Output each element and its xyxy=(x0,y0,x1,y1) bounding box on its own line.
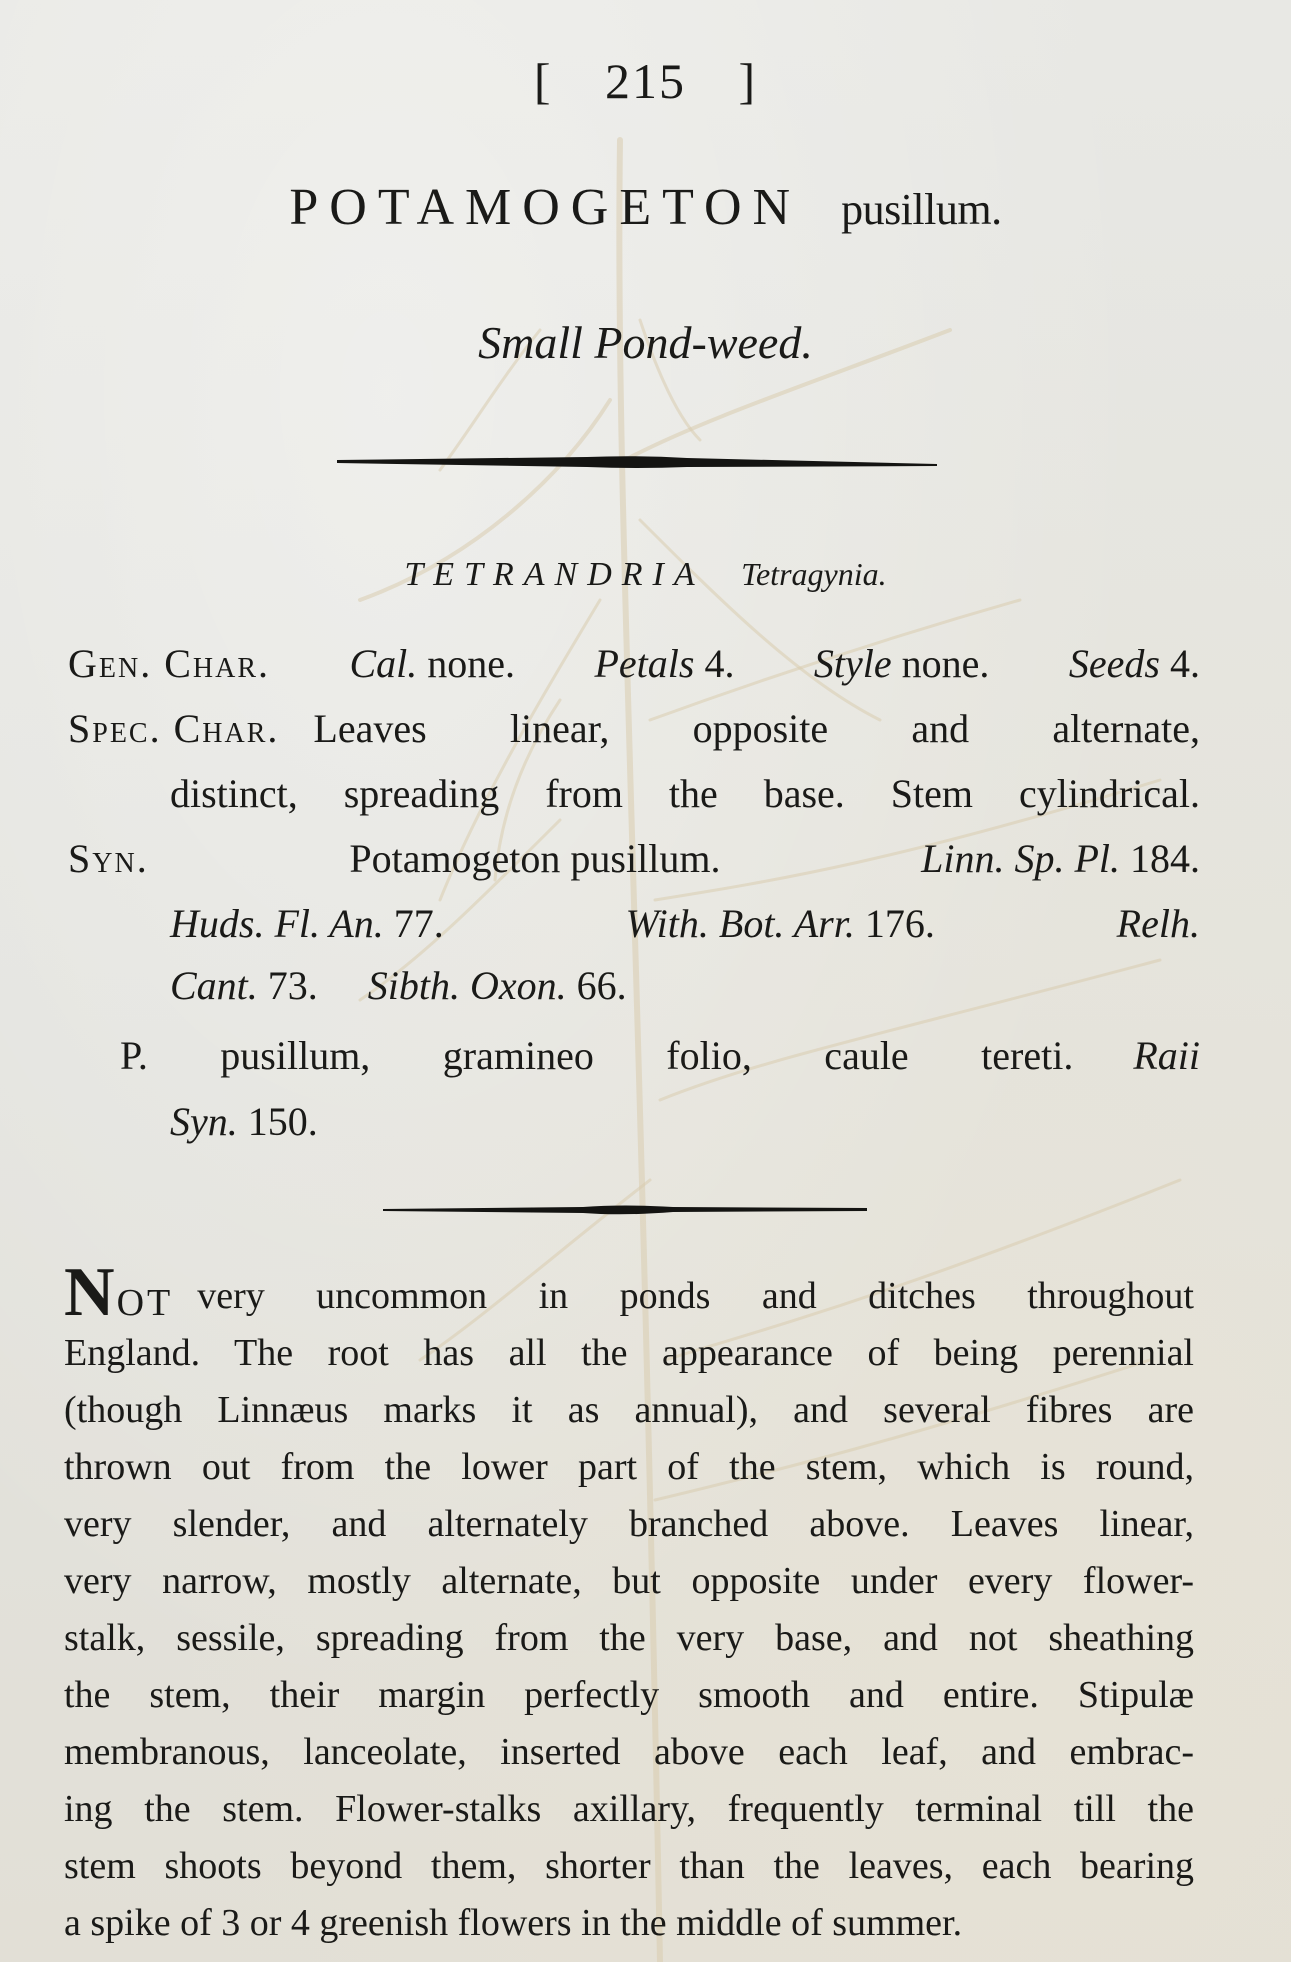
syn-ref-linnaeus-page: 184. xyxy=(1130,836,1200,881)
syn-ref-withering: With. Bot. Arr. xyxy=(625,901,855,946)
syn-ref-relhan: Relh. xyxy=(1116,901,1200,946)
description-line-9: membranous, lanceolate, inserted above each leaf, and embrac- xyxy=(64,1731,1194,1773)
gen-char-petals-label: Petals xyxy=(594,641,695,686)
species-heading xyxy=(0,178,1291,237)
gen-char-seeds-value: 4. xyxy=(1169,641,1200,686)
ornamental-rule-middle xyxy=(383,1203,867,1215)
spec-char-line-2: distinct, spreading from the base. Stem cylindrical. xyxy=(170,771,1200,816)
description-line-2: England. The root has all the appearance of being perennial xyxy=(64,1332,1194,1374)
page-number-value: 215 xyxy=(605,53,686,109)
synonyms-line-2 xyxy=(170,900,1200,947)
order-name: Tetragynia. xyxy=(741,556,887,592)
syn-ref-hudson-page: 77. xyxy=(393,901,444,946)
synonyms-line-4 xyxy=(120,1032,1200,1079)
common-name: Small Pond-weed. xyxy=(478,317,813,368)
description-line-12: a spike of 3 or 4 greenish flowers in the middle of summer. xyxy=(64,1902,963,1944)
spec-char-line-1: Leaves linear, opposite and alternate, xyxy=(313,706,1200,751)
description-line-10: ing the stem. Flower-stalks axillary, frequently terminal till the xyxy=(64,1788,1194,1830)
description-text xyxy=(64,1254,1194,1952)
close-bracket: ] xyxy=(738,53,758,109)
spec-char-label: Spec. Char. xyxy=(68,706,280,751)
drop-cap-rest: OT xyxy=(116,1282,174,1324)
linnaean-classification xyxy=(0,556,1291,594)
generic-character xyxy=(68,640,1200,687)
gen-char-label: Gen. Char. xyxy=(68,641,271,686)
genus-name: POTAMOGETON xyxy=(289,179,802,236)
page-number xyxy=(0,52,1291,110)
syn-ref-ray-syn-page: 150. xyxy=(247,1099,318,1144)
syn-ray-description: P. pusillum, gramineo folio, caule tereti. xyxy=(120,1033,1074,1078)
class-name: TETRANDRIA xyxy=(404,556,705,593)
description-line-3: (though Linnæus marks it as annual), and several fibres are xyxy=(64,1389,1194,1431)
syn-ref-sibthorp-page: 66. xyxy=(576,963,627,1008)
syn-ref-cant: Cant. xyxy=(170,963,258,1008)
syn-ref-ray-syn: Syn. xyxy=(170,1099,238,1144)
gen-char-style-value: none. xyxy=(901,641,990,686)
drop-cap: N xyxy=(64,1254,115,1331)
description-line-7: stalk, sessile, spreading from the very base, and not sheathing xyxy=(64,1617,1194,1659)
description-line-1 xyxy=(64,1254,1194,1331)
description-line-11: stem shoots beyond them, shorter than the leaves, each bearing xyxy=(64,1845,1194,1887)
syn-ref-cant-page: 73. xyxy=(267,963,318,1008)
synonyms-line-1 xyxy=(68,835,1200,882)
syn-ref-withering-page: 176. xyxy=(864,901,935,946)
syn-ref-hudson: Huds. Fl. An. xyxy=(170,901,384,946)
species-epithet: pusillum. xyxy=(841,185,1002,234)
syn-ref-ray: Raii xyxy=(1133,1033,1200,1078)
gen-char-seeds-label: Seeds xyxy=(1068,641,1160,686)
ornamental-rule-top xyxy=(337,455,937,467)
syn-ref-sibthorp: Sibth. Oxon. xyxy=(367,963,567,1008)
synonyms-line-3 xyxy=(170,962,627,1009)
specific-character xyxy=(68,705,1200,752)
gen-char-petals-value: 4. xyxy=(704,641,735,686)
description-line-4: thrown out from the lower part of the stem, which is round, xyxy=(64,1446,1194,1488)
description-line-8: the stem, their margin perfectly smooth and entire. Stipulæ xyxy=(64,1674,1194,1716)
syn-ref-linnaeus: Linn. Sp. Pl. xyxy=(921,836,1120,881)
gen-char-calyx-label: Cal. xyxy=(349,641,418,686)
gen-char-calyx-value: none. xyxy=(427,641,516,686)
gen-char-style-label: Style xyxy=(813,641,892,686)
open-bracket: [ xyxy=(533,53,553,109)
synonyms-line-5 xyxy=(170,1098,318,1145)
description-line-6: very narrow, mostly alternate, but opposite under every flower- xyxy=(64,1560,1194,1602)
syn-potamogeton-pusillum: Potamogeton pusillum. xyxy=(349,836,721,881)
description-line-5: very slender, and alternately branched above. Leaves linear, xyxy=(64,1503,1194,1545)
syn-label: Syn. xyxy=(68,836,149,881)
description-line-1-text: very uncommon in ponds and ditches throughout xyxy=(197,1275,1194,1317)
